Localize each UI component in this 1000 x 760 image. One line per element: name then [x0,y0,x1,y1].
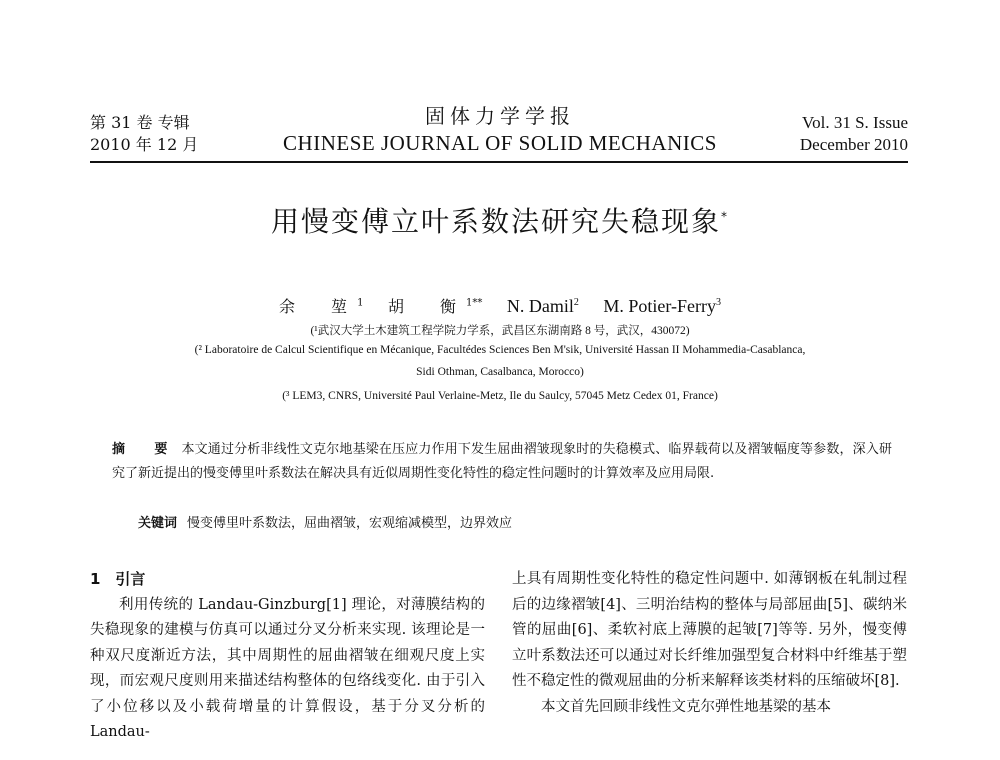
body-paragraph: 上具有周期性变化特性的稳定性问题中. 如薄钢板在轧制过程后的边缘褶皱[4]、三明治结构的整体与局部屈曲[5]、碳纳米管的屈曲[6]、柔软衬底上薄膜的起皱[7]等等. 另外，慢变傅立叶系数法还可以通过对长纤维加强型复合材料中纤维基于塑性不稳定性的微观屈曲的分析来解释该类材料的压缩破坏[8]. [512,571,907,689]
section-heading: 1 引言 [90,570,146,588]
author-list [0,294,1000,317]
author-affil-mark: 3 [715,297,721,308]
author-affil-mark: 2 [573,297,579,308]
affiliation-1: (¹武汉大学土木建筑工程学院力学系，武昌区东湖南路 8 号，武汉，430072) [310,325,690,337]
author [388,297,482,316]
author [279,297,363,316]
author-affil-mark: 1 [357,297,364,309]
journal-name-cn: 固体力学学报 [425,104,575,128]
author [603,296,721,316]
right-column [512,567,907,720]
body-paragraph: 本文首先回顾非线性文克尔弹性地基梁的基本 [541,698,831,715]
title-footnote-mark: * [721,209,729,224]
date-en: December 2010 [799,135,908,154]
affiliation-2-cont: Sidi Othman, Casalbanca, Morocco) [416,366,584,378]
author-affil-mark: 1** [465,297,483,309]
affiliation-2: (² Laboratoire de Calcul Scientifique en Mécanique, Facultédes Sciences Ben M'sik, Université Hassan II Mohammedia-Casablanca, [194,344,806,356]
keywords [138,512,512,531]
keywords-text: 慢变傅里叶系数法，屈曲褶皱，宏观缩减模型，边界效应 [187,516,513,531]
author-name: M. Potier-Ferry [603,296,716,316]
journal-name-en: CHINESE JOURNAL OF SOLID MECHANICS [283,131,717,155]
issue-volume: 第 31 卷 专辑 [90,113,190,132]
header-rule [90,161,908,163]
issue-date: 2010 年 12 月 [90,135,199,154]
abstract-label: 摘 要 [112,442,176,457]
volume-en: Vol. 31 S. Issue [802,113,908,132]
body-paragraph: 利用传统的 Landau-Ginzburg[1] 理论，对薄膜结构的失稳现象的建模与仿真可以通过分叉分析来实现. 该理论是一种双尺度渐近方法，其中周期性的屈曲褶皱在细观尺度上实现，而宏观尺度则用来描述结构整体的包络线变化. 由于引入了小位移以及小载荷增量的计算假设，基于分叉分析的 Landau- [90,596,485,740]
author-name: N. Damil [506,296,574,316]
paper-title-text: 用慢变傅立叶系数法研究失稳现象 [270,205,721,238]
abstract [112,438,892,486]
author-name: 胡 衡 [387,297,466,316]
issue-info-en [800,112,908,156]
left-column [90,567,485,746]
author-name: 余 堃 [279,297,358,316]
paper-title [0,200,1000,240]
abstract-text: 本文通过分析非线性文克尔地基梁在压应力作用下发生屈曲褶皱现象时的失稳模式、临界载荷以及褶皱幅度等参数，深入研究了新近提出的慢变傅里叶系数法在解决具有近似周期性变化特性的稳定性问题时的计算效率及应用局限. [112,442,892,481]
affiliation-3: (³ LEM3, CNRS, Université Paul Verlaine-Metz, Ile du Saulcy, 57045 Metz Cedex 01, France) [282,390,718,402]
author [507,296,579,316]
keywords-label: 关键词 [138,516,178,531]
